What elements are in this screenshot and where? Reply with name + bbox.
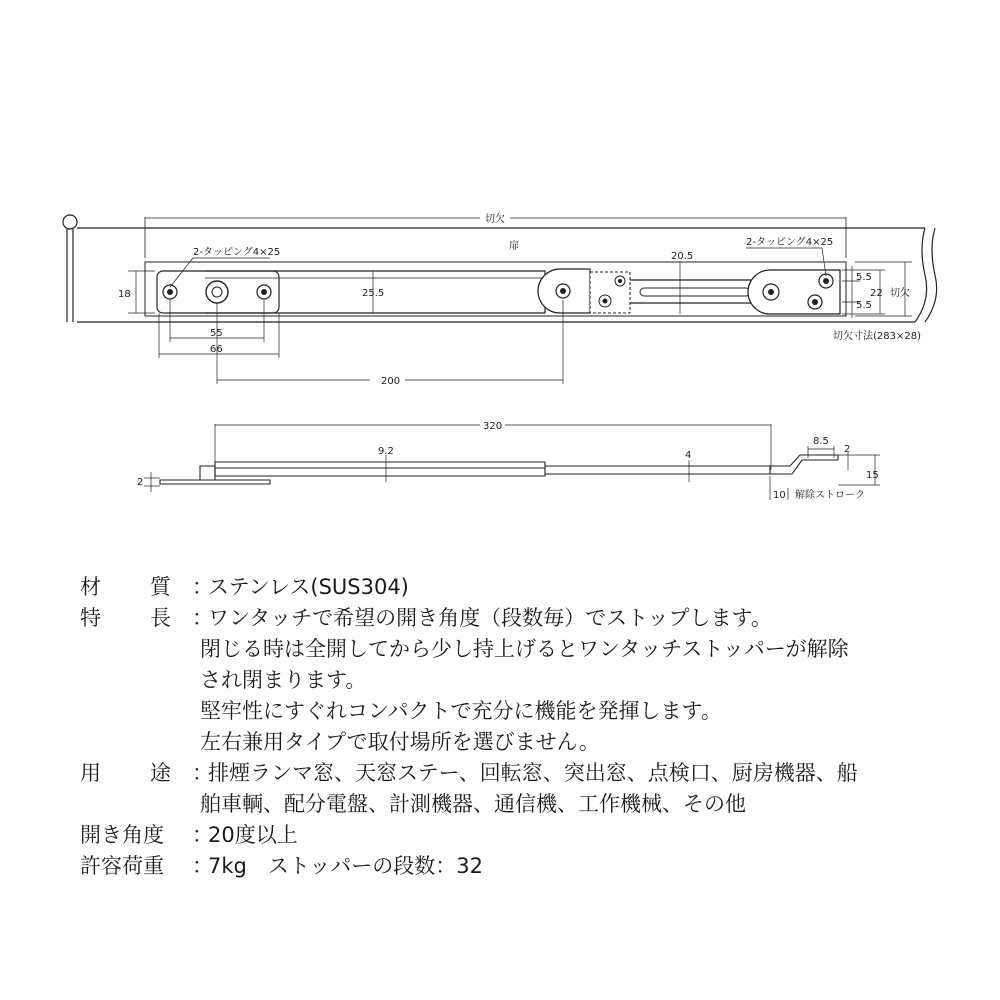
colon: ： [192, 575, 213, 599]
material-label-1: 材 [80, 575, 101, 599]
feature-value: ワンタッチで希望の開き角度（段数毎）でストップします。 [208, 606, 772, 630]
dim-20-5: 20.5 [671, 251, 694, 262]
dim-2-right: 2 [844, 444, 851, 455]
usage-label-1: 用 [80, 761, 101, 785]
dim-25-5: 25.5 [362, 288, 385, 299]
dim-2-left: 2 [137, 477, 144, 488]
feature-line: 左右兼用タイプで取付場所を選びません。 [200, 730, 600, 754]
dim-cutout-right: 切欠 [890, 288, 910, 299]
spec-material [80, 572, 980, 603]
usage-value: 排煙ランマ窓、天窓ステー、回転窓、突出窓、点検口、厨房機器、船 [208, 761, 858, 785]
feature-label-1: 特 [80, 606, 101, 630]
dim-22: 22 [870, 288, 883, 299]
feature-label-2: 長 [150, 606, 171, 630]
dim-320: 320 [483, 421, 503, 432]
load-value: 7kg ストッパーの段数：32 [208, 854, 483, 878]
dim-5-5-top: 5.5 [856, 272, 872, 283]
colon: ： [192, 823, 213, 847]
dim-5-5-bottom: 5.5 [856, 300, 872, 311]
dim-4: 4 [685, 450, 692, 461]
dim-cutout-label: 切欠 [485, 214, 505, 225]
side-view [160, 455, 838, 484]
tapping-right-label: 2-タッピング4×25 [746, 237, 834, 248]
dim-9-2: 9.2 [378, 446, 394, 457]
dim-10: 10 [773, 490, 786, 501]
hinge-knob [63, 215, 77, 229]
spec-feature [80, 603, 980, 634]
door-label: 扉 [509, 241, 519, 252]
colon: ： [192, 854, 213, 878]
feature-line: 堅牢性にすぐれコンパクトで充分に機能を発揮します。 [200, 699, 722, 723]
material-value: ステンレス(SUS304) [208, 575, 409, 599]
colon: ： [192, 606, 213, 630]
dim-66: 66 [210, 344, 223, 355]
feature-line: 閉じる時は全開してから少し持上げるとワンタッチストッパーが解除 [200, 637, 849, 661]
material-label-2: 質 [150, 575, 171, 599]
tapping-left-label: 2-タッピング4×25 [193, 247, 281, 258]
feature-line: され閉まります。 [200, 668, 367, 692]
dim-18: 18 [118, 289, 131, 300]
dim-55: 55 [210, 328, 223, 339]
spec-load [80, 851, 980, 882]
release-stroke-label: 解除ストローク [795, 490, 865, 501]
spec-usage [80, 758, 980, 789]
angle-value: 20度以上 [208, 823, 298, 847]
dim-8-5: 8.5 [813, 436, 829, 447]
usage-line: 舶車輌、配分電盤、計測機器、通信機、工作機械、その他 [200, 792, 746, 816]
dim-200: 200 [381, 376, 401, 387]
usage-label-2: 途 [150, 761, 171, 785]
angle-label: 開き角度 [80, 823, 164, 847]
spec-list [80, 572, 980, 882]
spec-angle [80, 820, 980, 851]
cutout-size-label: 切欠寸法(283×28) [833, 331, 921, 342]
dim-15: 15 [866, 470, 879, 481]
colon: ： [192, 761, 213, 785]
load-label: 許容荷重 [80, 854, 164, 878]
